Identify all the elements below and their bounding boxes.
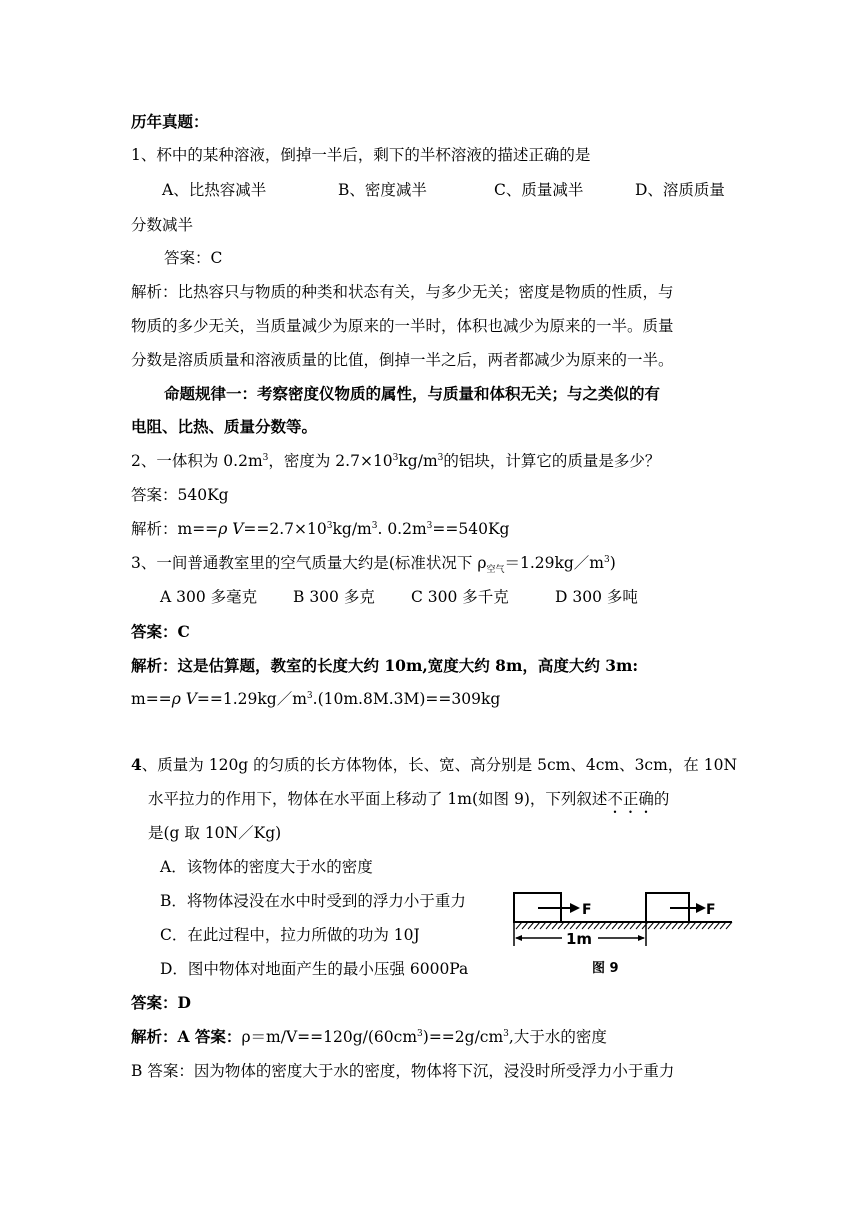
emphasis-not-correct: 不正确 (607, 790, 654, 808)
q4-stem-line-3: 是(g 取 10N／Kg) (148, 824, 282, 842)
figure-9-diagram (510, 888, 740, 983)
q3-option-a: A 300 多毫克 (160, 588, 258, 606)
q1-analysis-line-3: 分数是溶质质量和溶液质量的比值，倒掉一半之后，两者都减少为原来的一半。 (131, 351, 674, 369)
distance-arrow-left (515, 935, 522, 941)
q1-analysis-line-1: 解析：比热容只与物质的种类和状态有关，与多少无关；密度是物质的性质，与 (131, 283, 674, 301)
q4-analysis-b: B 答案：因为物体的密度大于水的密度，物体将下沉，浸没时所受浮力小于重力 (131, 1062, 675, 1080)
q4-answer: 答案：D (131, 993, 191, 1012)
force-label-2: F (706, 902, 716, 918)
q3-option-c: C 300 多千克 (411, 588, 509, 606)
q3-answer: 答案：C (131, 622, 190, 641)
q3-option-d: D 300 多吨 (555, 588, 638, 606)
q1-option-b: B、密度减半 (338, 181, 427, 199)
q1-rule-line-2: 电阻、比热、质量分数等。 (131, 417, 318, 436)
q1-answer: 答案：C (164, 249, 223, 267)
q3-analysis: 解析：这是估算题，教室的长度大约 10m,宽度大约 8m，高度大约 3m: (131, 656, 639, 675)
q4-analysis-a: 解析：A 答案：$\rho=m/V==120g/(60cm^3)==2g/cm^3$,大于水的密度 (131, 1027, 607, 1046)
section-heading: 历年真题： (131, 112, 209, 131)
distance-arrow-right (638, 935, 645, 941)
q4-option-b: B．将物体浸没在水中时受到的浮力小于重力 (160, 892, 466, 910)
q2-answer: 答案：540Kg (131, 486, 229, 504)
q1-analysis-line-2: 物质的多少无关，当质量减少为原来的一半时，体积也减少为原来的一半。质量 (131, 317, 674, 335)
q1-option-c: C、质量减半 (494, 181, 584, 199)
q1-option-d-continued: 分数减半 (131, 216, 194, 234)
force-label-1: F (582, 902, 592, 918)
distance-label: 1m (566, 930, 593, 948)
q4-option-c: C．在此过程中，拉力所做的功为 10J (160, 926, 420, 944)
force-arrowhead-1 (570, 903, 580, 913)
q3-option-b: B 300 多克 (293, 588, 375, 606)
figure-caption: 图 9 (592, 961, 619, 976)
q2-analysis: 解析：m==ρ $V==2.7\times 10^3kg/m^3$. $0.2m^3==540Kg$ (131, 520, 510, 538)
q4-option-a: A．该物体的密度大于水的密度 (160, 858, 373, 876)
q4-stem-line-2: 水平拉力的作用下，物体在水平面上移动了 1m(如图 9)，下列叙述不正确的 (148, 790, 670, 808)
q1-stem: 1、杯中的某种溶液，倒掉一半后，剩下的半杯溶液的描述正确的是 (131, 146, 591, 164)
q3-stem: 3、一间普通教室里的空气质量大约是(标准状况下 $\rho_{空气}=1.29kg/m^3$) (131, 554, 616, 576)
q1-option-d: D、溶质质量 (635, 181, 725, 199)
q3-calculation: m==ρ $V==1.29kg/m^3.(10m.8M.3M)==309kg$ (131, 690, 501, 708)
q1-rule-line-1: 命题规律一：考察密度仪物质的属性，与质量和体积无关；与之类似的有 (164, 384, 661, 403)
force-arrowhead-2 (696, 903, 706, 913)
q4-stem-line-1: 4、质量为 120g 的匀质的长方体物体，长、宽、高分别是 5cm、4cm、3cm，在 10N (131, 755, 738, 774)
q1-option-a: A、比热容减半 (162, 181, 267, 199)
q4-option-d: D．图中物体对地面产生的最小压强 6000Pa (160, 960, 469, 978)
ground-surface (514, 922, 732, 929)
q2-stem: 2、一体积为 $0.2m^3$，密度为 $2.7\times 10^3kg/m^3$的铝块，计算它的质量是多少？ (131, 452, 661, 470)
